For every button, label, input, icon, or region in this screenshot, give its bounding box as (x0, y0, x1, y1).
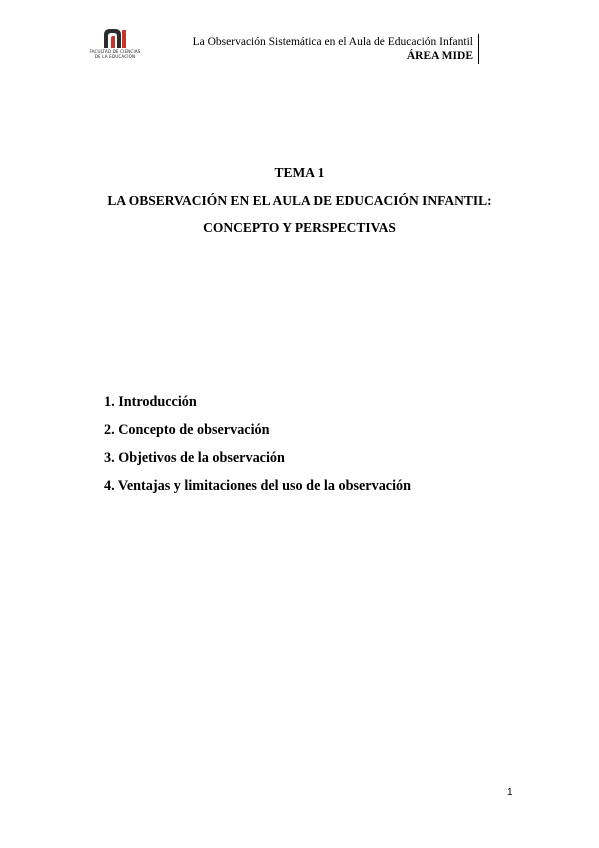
chapter-number: TEMA 1 (274, 165, 325, 180)
table-of-contents (104, 393, 411, 505)
logo-caption-line2: DE LA EDUCACIÓN (94, 54, 136, 59)
page-number: 1 (507, 787, 513, 798)
logo-caption (84, 49, 146, 59)
toc-item: 3. Objetivos de la observación (104, 450, 285, 466)
header-divider (478, 34, 479, 64)
toc-item: 2. Concepto de observación (104, 422, 270, 438)
course-title: La Observación Sistemática en el Aula de Educación Infantil (192, 36, 473, 48)
logo-caption-line1: FACULTAD DE CIENCIAS (89, 49, 141, 54)
chapter-title (0, 165, 599, 236)
toc-item: 1. Introducción (104, 394, 197, 410)
toc-item: 4. Ventajas y limitaciones del uso de la observación (104, 478, 412, 494)
logo-mark (86, 26, 144, 50)
running-header (193, 35, 473, 63)
area-label: ÁREA MIDE (406, 50, 473, 62)
chapter-subheading: CONCEPTO Y PERSPECTIVAS (203, 220, 396, 235)
chapter-heading: LA OBSERVACIÓN EN EL AULA DE EDUCACIÓN INFANTIL: (107, 193, 492, 208)
